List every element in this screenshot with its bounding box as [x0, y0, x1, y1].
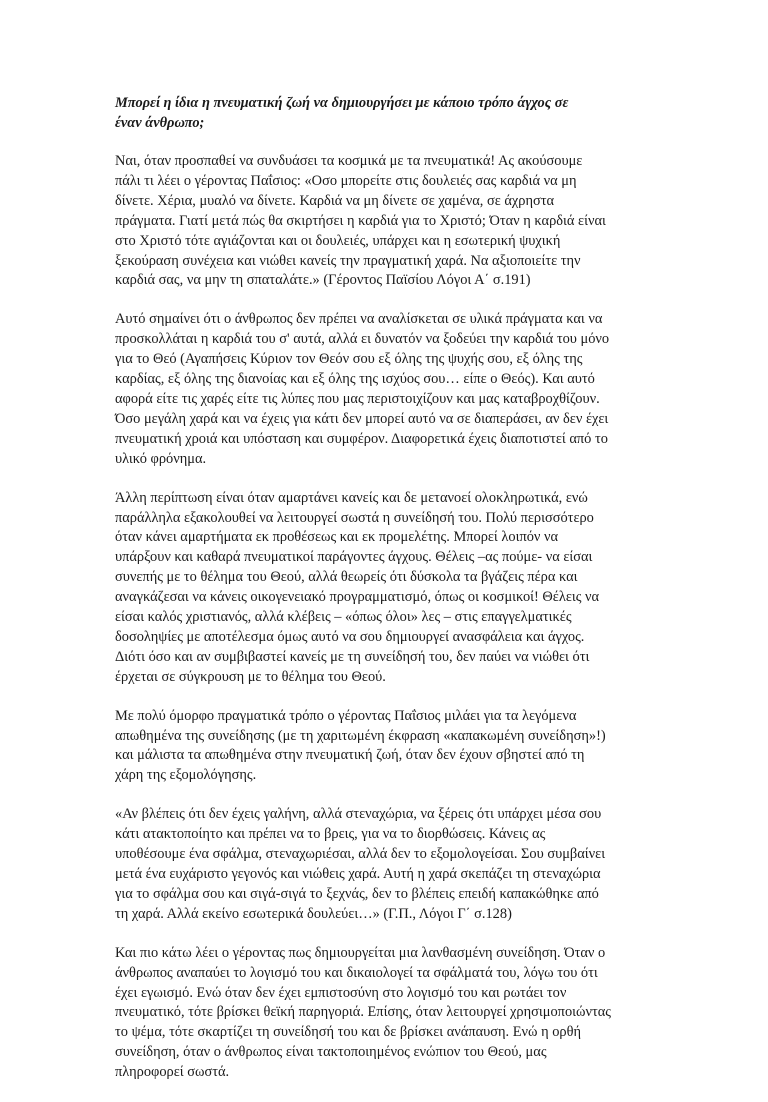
- text-line: Ναι, όταν προσπαθεί να συνδυάσει τα κοσμικά με τα πνευματικά! Ας ακούσουμε: [115, 153, 583, 169]
- text-line: συνεπής με το θέλημα του Θεού, αλλά θεωρείς ότι δύσκολα τα βγάζεις πέρα και: [115, 569, 578, 586]
- paragraph-2: [115, 310, 663, 469]
- text-line: πληροφορεί σωστά.: [115, 1064, 230, 1081]
- text-line: το ψέμα, τότε σκαρτίζει τη συνείδησή του και δε βρίσκει ανάπαυση. Ενώ η ορθή: [115, 1024, 582, 1041]
- paragraph-1: [115, 152, 663, 291]
- text-line: συνείδηση, όταν ο άνθρωπος είναι τακτοποιημένος ενώπιον του Θεού, μας: [115, 1044, 547, 1061]
- text-line: ξεκούραση συνέχεια και νιώθει κανείς την πραγματική χαρά. Να αξιοποιείτε την: [115, 252, 581, 269]
- text-line: αναγκάζεσαι να κάνεις οικογενειακό προγραμματισμό, όπως οι κοσμικοί! Θέλεις να: [115, 589, 600, 606]
- text-line: Όσο μεγάλη χαρά και να έχεις για κάτι δεν μπορεί αυτό να σε διαπεράσει, αν δεν έχει: [115, 410, 609, 427]
- paragraph-5-quote: [115, 805, 663, 924]
- text-line: Με πολύ όμορφο πραγματικά τρόπο ο γέροντας Παΐσιος μιλάει για τα λεγόμενα: [115, 707, 577, 724]
- text-line: δίνετε. Χέρια, μυαλό να δίνετε. Καρδιά να μη δίνετε σε χαμένα, σε άχρηστα: [115, 192, 555, 209]
- text-line: είσαι καλός χριστιανός, αλλά κλέβεις – «όπως όλοι» λες – στις επαγγελματικές: [115, 609, 572, 626]
- text-line: Διότι όσο και αν συμβιβαστεί κανείς με τη συνείδησή του, δεν παύει να νιώθει ότι: [115, 648, 590, 665]
- document-page: [115, 93, 663, 1102]
- text-line: πράγματα. Γιατί μετά πώς θα σκιρτήσει η καρδιά για το Χριστό; Όταν η καρδιά είναι: [115, 212, 606, 229]
- text-line: στο Χριστό τότε αγιάζονται και οι δουλειές, υπάρχει και η εσωτερική ψυχική: [115, 232, 561, 249]
- heading-line: έναν άνθρωπο;: [115, 115, 205, 131]
- paragraph-3: [115, 489, 663, 688]
- text-line: Άλλη περίπτωση είναι όταν αμαρτάνει κανείς και δε μετανοεί ολοκληρωτικά, ενώ: [115, 489, 588, 506]
- text-line: πνευματικό, τότε βρίσκει θεϊκή παρηγοριά. Επίσης, όταν λειτουργεί χρησιμοποιώντας: [115, 1004, 612, 1021]
- text-line: πνευματική χροιά και υπόσταση και συμφέρον. Διαφορετικά έχεις διαποτιστεί από το: [115, 430, 608, 447]
- text-line: παράλληλα εξακολουθεί να λειτουργεί σωστά η συνείδησή του. Πολύ περισσότερο: [115, 509, 594, 526]
- text-line: για το σφάλμα σου και σιγά-σιγά το ξεχνάς, δεν το βλέπεις επειδή καπακώθηκε από: [115, 885, 599, 902]
- text-line: Αυτό σημαίνει ότι ο άνθρωπος δεν πρέπει να αναλίσκεται σε υλικά πράγματα και να: [115, 311, 603, 328]
- text-line: χάρη της εξομολόγησης.: [115, 767, 257, 784]
- text-line: μετά ένα ευχάριστο γεγονός και νιώθεις χαρά. Αυτή η χαρά σκεπάζει τη στεναχώρια: [115, 866, 601, 882]
- text-line: κάτι ατακτοποίητο και πρέπει να το βρεις, για να το διορθώσεις. Κάνεις ας: [115, 826, 546, 843]
- paragraph-6: [115, 944, 663, 1083]
- text-line: καρδιά σας, να μην τη σπαταλάτε.» (Γέροντος Παϊσίου Λόγοι Α΄ σ.191): [115, 272, 531, 289]
- text-line: για το Θεό (Αγαπήσεις Κύριον τον Θεόν σου εξ όλης της ψυχής σου, εξ όλης της: [115, 351, 583, 368]
- text-line: έρχεται σε σύγκρουση με το θέλημα του Θεού.: [115, 668, 386, 685]
- text-line: δοσοληψίες με αποτέλεσμα όμως αυτό να σου δημιουργεί ανασφάλεια και άγχος.: [115, 628, 585, 645]
- text-line: άνθρωπος αναπαύει το λογισμό του και δικαιολογεί τα σφάλματά του, λόγω του ότι: [115, 964, 598, 981]
- text-line: προσκολλάται η καρδιά του σ' αυτά, αλλά ει δυνατόν να ξοδεύει την καρδιά του μόνο: [115, 331, 610, 348]
- text-line: απωθημένα της συνείδησης (με τη χαριτωμένη έκφραση «καπακωμένη συνείδηση»!): [115, 727, 606, 744]
- text-line: υποθέσουμε ένα σφάλμα, στεναχωριέσαι, αλλά δεν το εξομολογείσαι. Σου συμβαίνει: [115, 846, 606, 863]
- text-line: έχει εγωισμό. Ενώ όταν δεν έχει εμπιστοσύνη στο λογισμό του και ρωτάει τον: [115, 984, 567, 1001]
- text-line: καρδίας, εξ όλης της διανοίας και εξ όλης της ισχύος σου… είπε ο Θεός). Και αυτό: [115, 371, 595, 388]
- text-line: και μάλιστα τα απωθημένα στην πνευματική ζωή, όταν δεν έχουν σβηστεί από τη: [115, 747, 585, 764]
- text-line: υλικό φρόνημα.: [115, 450, 207, 467]
- document-heading: [115, 93, 663, 133]
- text-line: Και πιο κάτω λέει ο γέροντας πως δημιουργείται μια λανθασμένη συνείδηση. Όταν ο: [115, 944, 606, 961]
- text-line: πάλι τι λέει ο γέροντας Παΐσιος: «Οσο μπορείτε στις δουλειές σας καρδιά να μη: [115, 172, 577, 189]
- text-line: «Αν βλέπεις ότι δεν έχεις γαλήνη, αλλά στεναχώρια, να ξέρεις ότι υπάρχει μέσα σου: [115, 806, 602, 823]
- text-line: όταν κάνει αμαρτήματα εκ προθέσεως και εκ προμελέτης. Μπορεί λοιπόν να: [115, 529, 559, 546]
- text-line: αφορά είτε τις χαρές είτε τις λύπες που μας περιστοιχίζουν και μας καταβροχθίζουν.: [115, 390, 600, 407]
- paragraph-4: [115, 707, 663, 787]
- text-line: τη χαρά. Αλλά εκείνο εσωτερικά δουλεύει…» (Γ.Π., Λόγοι Γ΄ σ.128): [115, 905, 512, 922]
- heading-line: Μπορεί η ίδια η πνευματική ζωή να δημιουργήσει με κάποιο τρόπο άγχος σε: [115, 95, 569, 111]
- text-line: υπάρξουν και καθαρά πνευματικοί παράγοντες άγχους. Θέλεις –ας πούμε- να είσαι: [115, 549, 593, 566]
